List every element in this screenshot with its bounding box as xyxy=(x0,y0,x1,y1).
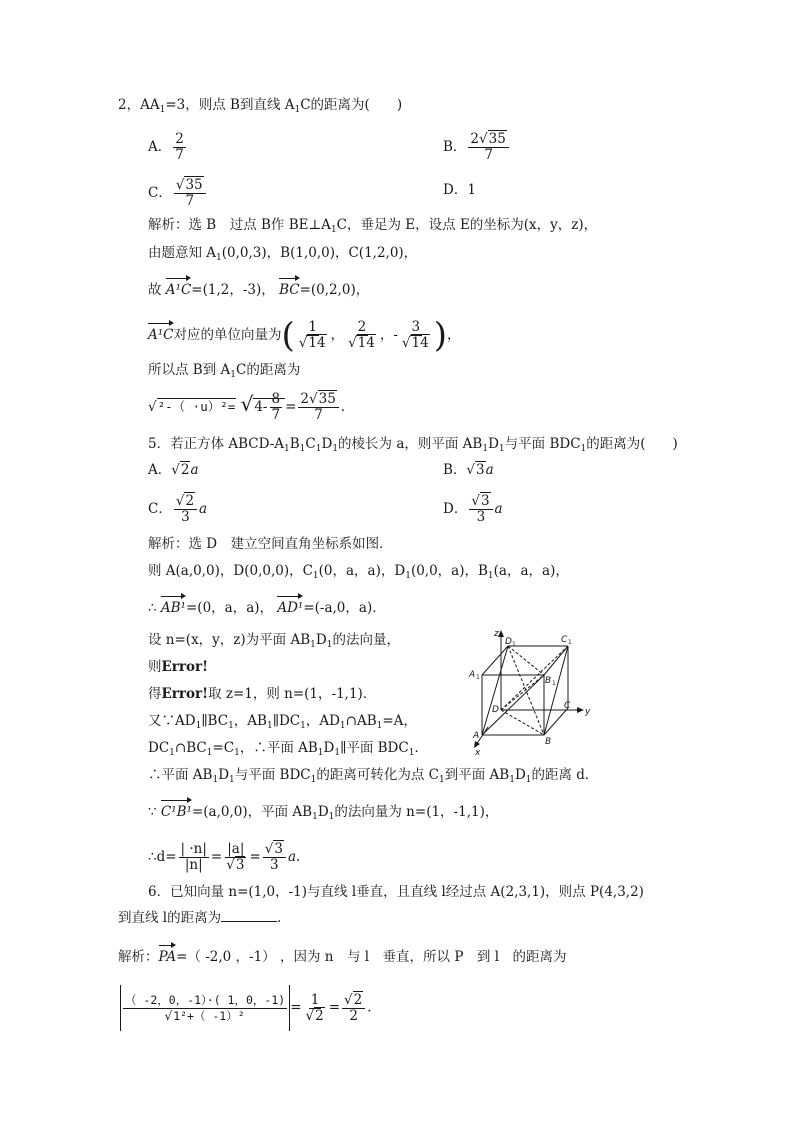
q5-stem: 5．若正方体 ABCD-$A_1B_1C_1D_1$的棱长为 a，则平面 $AB_1D_1$与平面 $BDC_1$的距离为( ) xyxy=(148,436,678,454)
q5-solution-line2: 则 A(a,0,0)，D(0,0,0)，$C_1(0$，a，a)，$D_1(0,0$，a)，$B_1(a$，a，a)， xyxy=(148,563,569,581)
label-c1: C xyxy=(561,635,568,645)
q4-solution-line4: A¹C对应的单位向量为( $\frac{1}{√14}$ ， $\frac{2}{√14}$ ，- $\frac{3}{√14}$ )， xyxy=(148,315,461,356)
label-a: A xyxy=(473,731,480,741)
q5-solution-line4: 设 n=(x，y，z)为平面 $AB_1D_1$的法向量， xyxy=(148,632,400,650)
q6-stem: 6．已知向量 n=(1,0，-1)与直线 l垂直，且直线 l经过点 A(2,3,1)，则点 P(4,3,2) xyxy=(148,884,644,900)
q6-distance-formula: $\frac{( -2,0,-1)\cdot( 1,0,-1)}{\text{√1²+（ -1）²}}$ = $\frac{1}{√2}$ = $\frac{√2}{2}$ . xyxy=(120,985,372,1031)
q4-solution-line1: 解析：选 B 过点 B作 $BE\perp A_1C$，垂足为 E，设点 E的坐标为(x，y，z)， xyxy=(148,217,598,235)
label-a1: A xyxy=(469,670,476,680)
q5-option-d: D． $\frac{√3}{3}$ a xyxy=(443,493,503,525)
label-x: x xyxy=(475,748,481,756)
vector-a1c-2: A¹C xyxy=(148,321,174,345)
svg-text:1: 1 xyxy=(476,674,480,681)
vector-ad1: AD¹ xyxy=(277,594,303,618)
q5-solution-line7: 又$\because AD_1\parallel BC_1$，$AB_1\parallel DC_1$，$AD_1\cap AB_1=A$， xyxy=(148,713,417,731)
q4-solution-line2: 由题意知 $A_1(0,0,3)$，B(1,0,0)，C(1,2,0)， xyxy=(148,245,418,263)
q6-solution-line1: 解析：PA=（ -2,0 ，-1） ，因为 n 与 l 垂直，所以 P 到 l 的距离为 xyxy=(118,943,567,967)
label-y: y xyxy=(585,707,591,717)
answer-blank[interactable] xyxy=(221,909,277,922)
label-d: D xyxy=(492,705,499,715)
label-b1: B xyxy=(545,676,552,686)
q4-distance-formula: √²-（ ·u）²= √4- $\frac{8}{7}$ = $\frac{2√35}{7}$ . xyxy=(148,391,346,423)
q5-option-c: C． $\frac{√2}{3}$ a xyxy=(148,493,208,525)
label-d1: D xyxy=(505,637,512,647)
q4-option-d: D．1 xyxy=(443,182,476,198)
q5-solution-line9: ∴平面 $AB_1D_1$与平面 $BDC_1$的距离可转化为点 $C_1$到平面 $AB_1D_1$的距离 d． xyxy=(148,767,599,785)
label-c: C xyxy=(564,701,571,711)
q5-solution-line3: ∴ AB¹=(0，a，a)， AD¹=(-a,0，a)． xyxy=(148,594,386,618)
q5-option-a: A．√2a xyxy=(148,462,199,478)
q4-solution-line3: 故 A¹C=(1,2，-3)， BC=(0,2,0)， xyxy=(148,276,369,300)
vector-a1c: A¹C xyxy=(166,276,192,300)
q5-distance-formula: ∴d= $\frac{| \cdot n|}{|n|}$ = $\frac{|a|}{√3}$ = $\frac{√3}{3}$ a. xyxy=(148,841,301,873)
q4-solution-line5: 所以点 B到 $A_1C$的距离为 xyxy=(148,362,301,380)
q6-stem-line2: 到直线 l的距离为 ． xyxy=(118,910,291,926)
q5-solution-line8: $DC_1\cap BC_1=C_1$，∴平面 $AB_1D_1\parallel$平面 $BDC_1$． xyxy=(148,740,428,758)
q4-option-b: B． $\frac{2√35}{7}$ xyxy=(443,132,511,163)
vector-ab1: AB¹ xyxy=(161,594,186,618)
svg-text:1: 1 xyxy=(552,680,556,687)
q4-option-c: C． $\frac{√35}{7}$ xyxy=(148,178,208,209)
q5-option-b: B．√3a xyxy=(443,462,494,478)
vector-pa: PA xyxy=(159,943,177,967)
q5-solution-line10: ∵ C¹B¹=(a,0,0)，平面 $AB_1D_1$的法向量为 n=(1，-1,1)， xyxy=(148,798,498,827)
label-z: z xyxy=(494,629,499,639)
cube-figure xyxy=(462,628,594,756)
svg-text:1: 1 xyxy=(512,641,516,648)
svg-text:1: 1 xyxy=(568,639,572,646)
vector-c1b1: C¹B¹ xyxy=(161,798,192,822)
q4-stem: 2，$AA_1=3$，则点 B到直线 $A_1C$的距离为( ) xyxy=(118,97,403,115)
q5-solution-line6: 得Error!取 z=1，则 n=(1，-1,1)． xyxy=(148,686,377,702)
q5-solution-line1: 解析：选 D 建立空间直角坐标系如图． xyxy=(148,536,393,552)
vector-bc: BC xyxy=(279,276,300,300)
label-b: B xyxy=(545,737,552,747)
q4-option-a: A． $\frac{2}{7}$ xyxy=(148,131,184,163)
q5-solution-line5: 则Error! xyxy=(148,659,209,675)
